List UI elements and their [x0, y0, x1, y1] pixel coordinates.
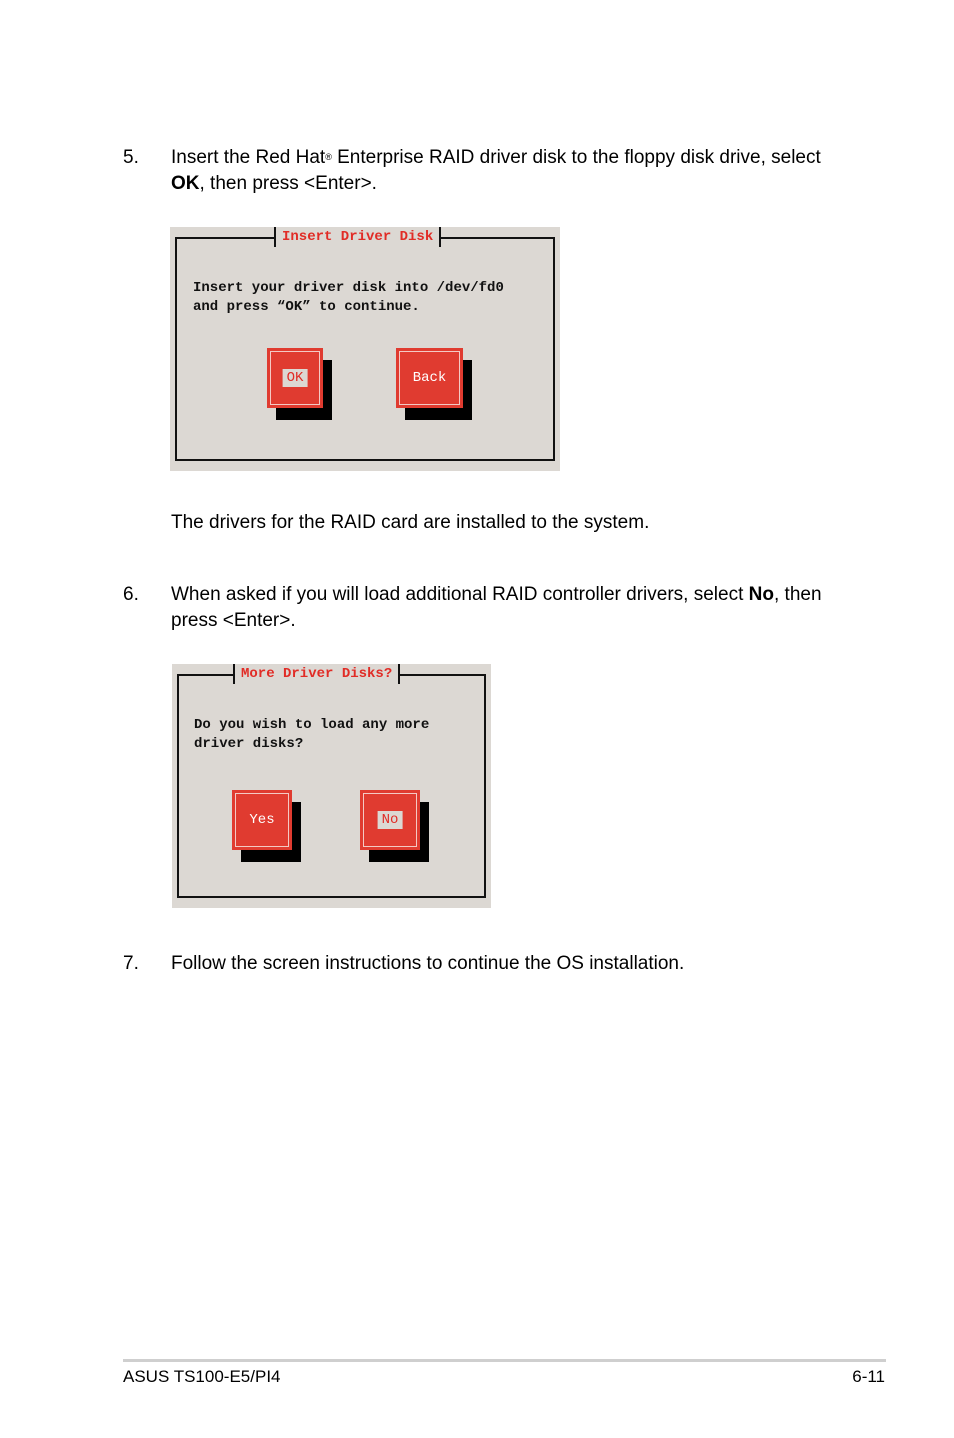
dialog-frame	[177, 674, 486, 898]
ok-button[interactable]	[267, 348, 331, 420]
footer-rule	[123, 1359, 886, 1362]
dialog-message: Insert your driver disk into /dev/fd0 and press “OK” to continue.	[193, 280, 504, 315]
step-6	[123, 582, 883, 638]
step-5	[123, 145, 883, 201]
dialog-message: Do you wish to load any more driver disks?	[194, 717, 430, 752]
no-button-label: No	[378, 811, 403, 829]
registered-mark: ®	[325, 152, 332, 162]
yes-button-label: Yes	[249, 812, 275, 828]
dialog-title: Insert Driver Disk	[275, 228, 440, 246]
step-text: When asked if you will load additional RAID controller drivers, select No, then press <Enter>.	[171, 584, 822, 631]
yes-button[interactable]	[232, 790, 302, 862]
ok-button-label: OK	[283, 369, 308, 387]
back-button-label: Back	[412, 370, 447, 386]
step-7	[123, 951, 883, 979]
footer-page-number: 6-11	[852, 1367, 885, 1386]
no-button[interactable]	[360, 790, 430, 862]
insert-driver-disk-dialog	[170, 227, 560, 471]
ok-emphasis: OK	[171, 173, 200, 194]
install-note: The drivers for the RAID card are installed to the system.	[171, 512, 650, 533]
step-number: 5.	[123, 147, 139, 168]
more-driver-disks-dialog	[172, 664, 491, 908]
step-text: Follow the screen instructions to continue the OS installation.	[171, 953, 685, 974]
footer-product: ASUS TS100-E5/PI4	[123, 1367, 281, 1386]
back-button[interactable]	[396, 348, 472, 420]
step-number: 7.	[123, 953, 139, 974]
dialog-frame	[175, 237, 555, 461]
step-number: 6.	[123, 584, 139, 605]
dialog-title: More Driver Disks?	[234, 665, 399, 683]
step-text: Insert the Red Hat® Enterprise RAID driver disk to the floppy disk drive, select OK, then press <Enter>.	[171, 147, 821, 194]
no-emphasis: No	[748, 584, 774, 605]
